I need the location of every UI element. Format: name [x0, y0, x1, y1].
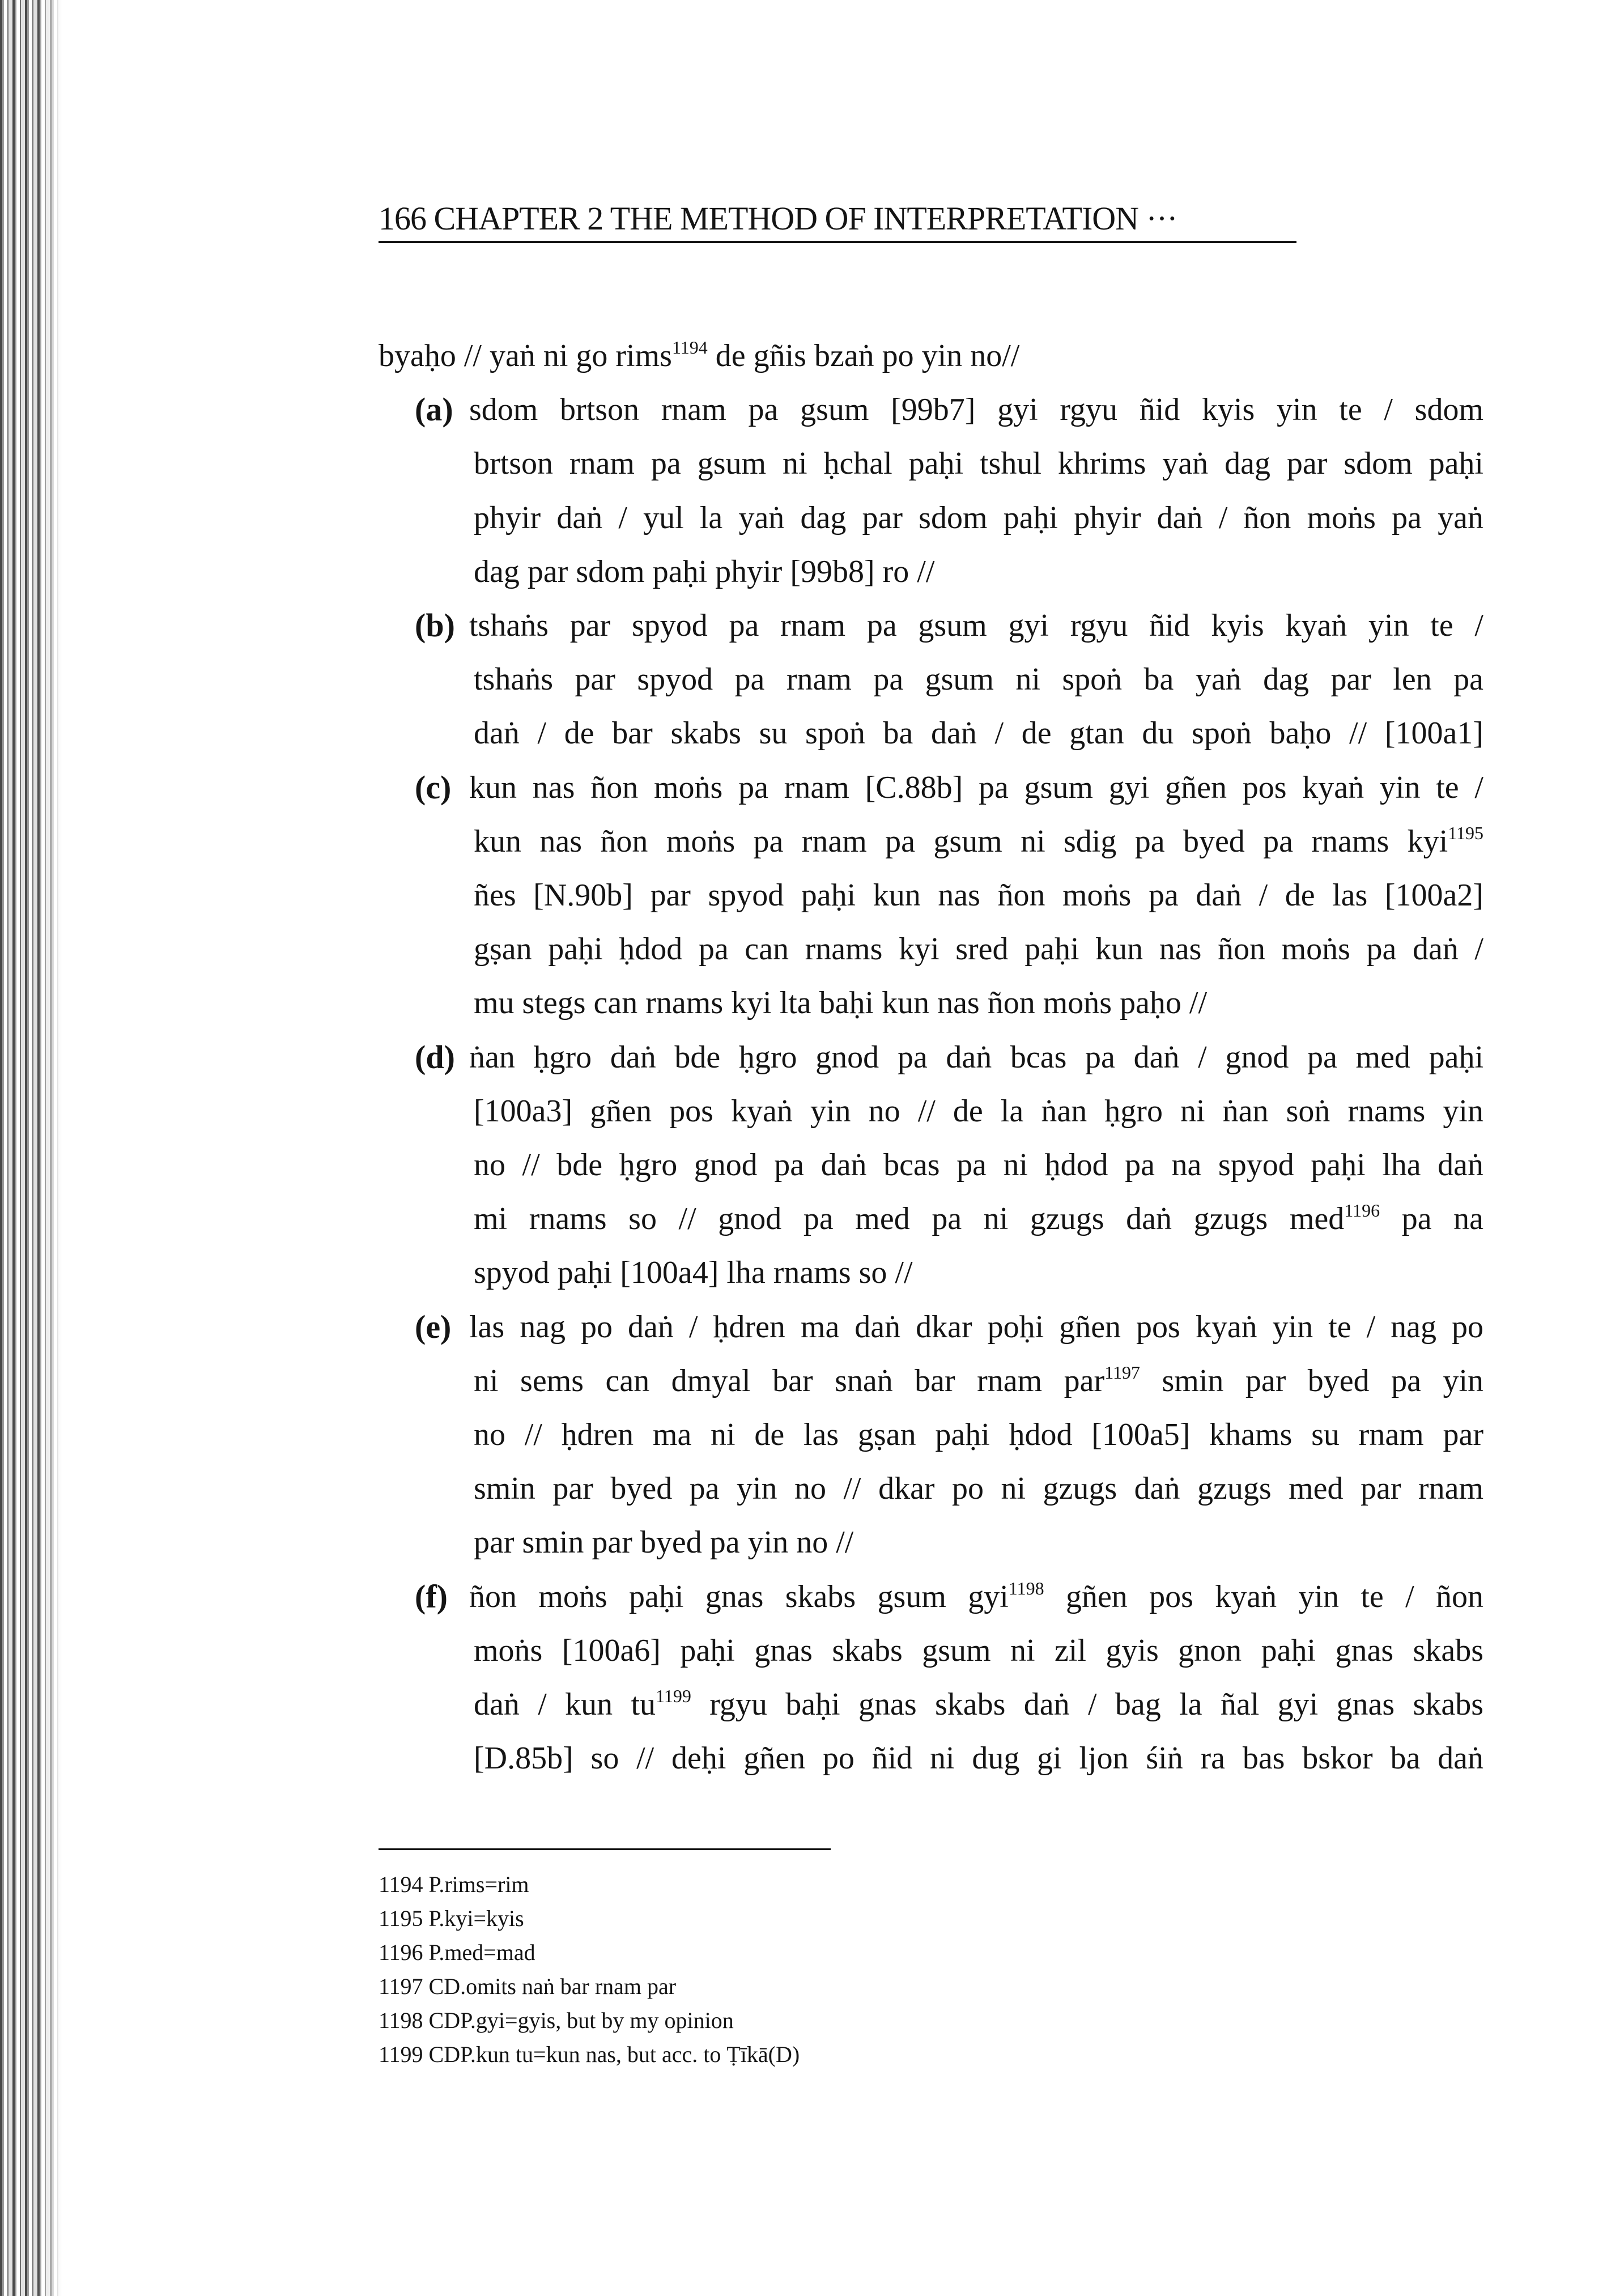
item-label: (d)	[415, 1038, 455, 1075]
line-text: moṅs [100a6] paḥi gnas skabs gsum ni zil gyis gnon paḥi gnas skabs	[474, 1632, 1483, 1668]
running-head: 166 CHAPTER 2 THE METHOD OF INTERPRETATION ···	[379, 199, 1296, 243]
text-line	[474, 445, 1483, 482]
text-line	[474, 985, 1207, 1021]
footnote: 1199 CDP.kun tu=kun nas, but acc. to Ṭīkā(D)	[379, 2042, 800, 2067]
footnote-ref: 1195	[1448, 822, 1483, 843]
line-text: mi rnams so // gnod pa med pa ni gzugs daṅ gzugs med	[474, 1201, 1345, 1237]
text-line	[379, 338, 1019, 374]
item-label: (c)	[415, 768, 452, 806]
line-text: spyod paḥi [100a4] lha rnams so //	[474, 1255, 913, 1291]
line-text-after: gñen pos kyaṅ yin te / ñon	[1044, 1579, 1484, 1614]
footnote: 1198 CDP.gyi=gyis, but by my opinion	[379, 2008, 734, 2033]
line-text: gṣan paḥi ḥdod pa can rnams kyi sred paḥi kun nas ñon moṅs pa daṅ /	[474, 932, 1483, 967]
text-line	[469, 392, 1483, 428]
line-text-after: pa na	[1380, 1201, 1483, 1237]
text-line	[469, 769, 1483, 806]
line-text: no // ḥdren ma ni de las gṣan paḥi ḥdod [100a5] khams su rnam par	[474, 1417, 1483, 1452]
footnote-ref: 1197	[1104, 1362, 1140, 1383]
line-text: par smin par byed pa yin no //	[474, 1525, 854, 1561]
text-line	[469, 1309, 1483, 1345]
text-line	[474, 661, 1483, 698]
line-text: byaḥo // yaṅ ni go rims	[379, 338, 672, 373]
text-line	[474, 1255, 913, 1291]
item-label: (e)	[415, 1308, 452, 1345]
text-line	[474, 1417, 1483, 1453]
footnote-ref: 1194	[671, 337, 708, 358]
text-line	[474, 1470, 1483, 1507]
text-line	[474, 877, 1483, 913]
item-label: (b)	[415, 607, 455, 644]
line-text: tshaṅs par spyod pa rnam pa gsum gyi rgyu ñid kyis kyaṅ yin te /	[469, 608, 1483, 643]
line-text: mu stegs can rnams kyi lta baḥi kun nas ñon moṅs paḥo //	[474, 985, 1208, 1021]
footnote: 1194 P.rims=rim	[379, 1872, 529, 1897]
line-text: brtson rnam pa gsum ni ḥchal paḥi tshul khrims yaṅ dag par sdom paḥi	[474, 446, 1483, 482]
line-text: ñes [N.90b] par spyod paḥi kun nas ñon moṅs pa daṅ / de las [100a2]	[474, 878, 1483, 913]
line-text: daṅ / de bar skabs su spoṅ ba daṅ / de gtan du spoṅ baḥo // [100a1]	[474, 716, 1483, 751]
line-text: [100a3] gñen pos kyaṅ yin no // de la ṅan ḥgro ni ṅan soṅ rnams yin	[474, 1093, 1483, 1129]
line-text: kun nas ñon moṅs pa rnam pa gsum ni sdig pa byed pa rnams kyi	[474, 823, 1448, 859]
line-text-after: de gñis bzaṅ po yin no//	[707, 338, 1020, 373]
line-text: phyir daṅ / yul la yaṅ dag par sdom paḥi phyir daṅ / ñon moṅs pa yaṅ	[474, 500, 1483, 535]
text-line	[474, 1093, 1483, 1129]
line-text: ṅan ḥgro daṅ bde ḥgro gnod pa daṅ bcas pa daṅ / gnod pa med paḥi	[469, 1039, 1483, 1075]
text-line	[474, 1201, 1483, 1237]
line-text: dag par sdom paḥi phyir [99b8] ro //	[474, 554, 935, 589]
footnote-ref: 1196	[1344, 1200, 1380, 1221]
book-binding-edge	[0, 0, 62, 2296]
text-line	[474, 1686, 1483, 1723]
footnote: 1197 CD.omits naṅ bar rnam par	[379, 1974, 677, 1999]
line-text: ni sems can dmyal bar snaṅ bar rnam par	[474, 1363, 1105, 1398]
text-line	[474, 1740, 1483, 1776]
line-text: ñon moṅs paḥi gnas skabs gsum gyi	[469, 1579, 1009, 1614]
text-line	[474, 715, 1483, 751]
footnote-ref: 1198	[1008, 1578, 1044, 1598]
line-text: sdom brtson rnam pa gsum [99b7] gyi rgyu ñid kyis yin te / sdom	[469, 392, 1483, 428]
line-text: no // bde ḥgro gnod pa daṅ bcas pa ni ḥdod pa na spyod paḥi lha daṅ	[474, 1147, 1483, 1183]
line-text: [D.85b] so // deḥi gñen po ñid ni dug gi ljon śiṅ ra bas bskor ba daṅ	[474, 1741, 1483, 1776]
text-line	[469, 1039, 1483, 1075]
line-text-after: smin par byed pa yin	[1140, 1363, 1484, 1398]
text-line	[474, 1363, 1483, 1399]
line-text: las nag po daṅ / ḥdren ma daṅ dkar poḥi gñen pos kyaṅ yin te / nag po	[469, 1309, 1483, 1345]
line-text: smin par byed pa yin no // dkar po ni gzugs daṅ gzugs med par rnam	[474, 1471, 1483, 1507]
text-line	[474, 500, 1483, 536]
text-line	[474, 823, 1483, 860]
footnote: 1195 P.kyi=kyis	[379, 1906, 524, 1931]
item-label: (f)	[415, 1578, 448, 1615]
footnote-ref: 1199	[656, 1686, 691, 1706]
footnote-rule	[379, 1848, 831, 1850]
text-line	[469, 607, 1483, 644]
text-line	[474, 1147, 1483, 1183]
text-line	[469, 1579, 1483, 1615]
line-text-after: rgyu baḥi gnas skabs daṅ / bag la ñal gyi gnas skabs	[691, 1687, 1483, 1722]
text-line	[474, 931, 1483, 967]
line-text: kun nas ñon moṅs pa rnam [C.88b] pa gsum gyi gñen pos kyaṅ yin te /	[469, 769, 1483, 805]
footnote: 1196 P.med=mad	[379, 1940, 535, 1965]
item-label: (a)	[415, 391, 453, 428]
line-text: daṅ / kun tu	[474, 1687, 656, 1722]
text-line	[474, 1632, 1483, 1669]
text-line	[474, 1524, 853, 1561]
text-line	[474, 554, 934, 590]
line-text: tshaṅs par spyod pa rnam pa gsum ni spoṅ ba yaṅ dag par len pa	[474, 662, 1483, 698]
